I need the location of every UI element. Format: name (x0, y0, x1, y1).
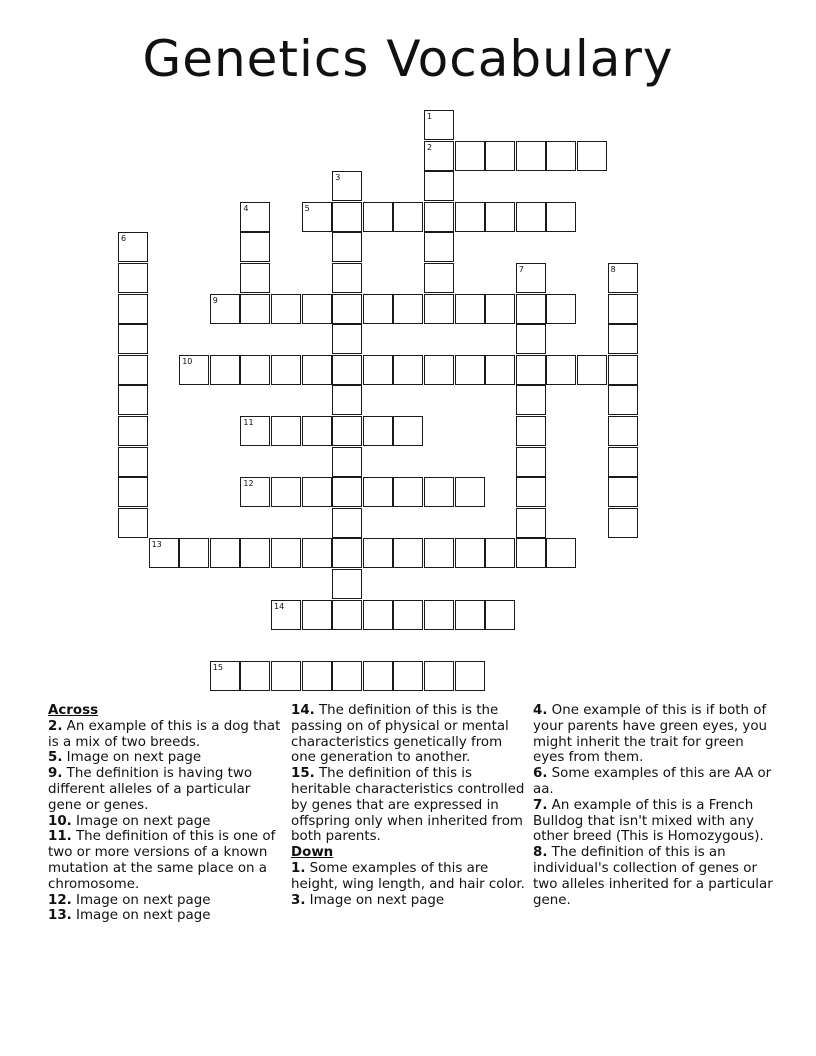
grid-cell[interactable] (608, 416, 638, 446)
grid-cell[interactable] (608, 355, 638, 385)
puzzle-title: Genetics Vocabulary (142, 30, 674, 88)
grid-cell[interactable] (516, 538, 546, 568)
grid-cell[interactable] (455, 600, 485, 630)
clues-column-1 (48, 703, 286, 924)
grid-cell[interactable] (485, 538, 515, 568)
grid-cell[interactable] (271, 538, 301, 568)
clue-text: The definition of this is one of two or more versions of a known mutation at the same place on a chromosome. (48, 829, 276, 892)
clue-text: The definition of this is the passing on of physical or mental characteristics genetically from one generation to another. (291, 703, 509, 766)
clue-number-label: 10 (182, 356, 193, 366)
grid-cell[interactable] (332, 416, 362, 446)
clue-text: Image on next page (76, 813, 211, 829)
grid-cell[interactable] (332, 508, 362, 538)
grid-cell[interactable] (271, 661, 301, 691)
grid-cell[interactable] (393, 416, 423, 446)
clue-section-heading: Down (291, 845, 334, 861)
clue-number-label: 15 (212, 662, 223, 672)
grid-cell[interactable] (485, 355, 515, 385)
grid-cell[interactable] (332, 294, 362, 324)
grid-cell[interactable] (424, 477, 454, 507)
grid-cell[interactable] (363, 661, 393, 691)
clue-number: 13. (48, 908, 72, 924)
clue-section-heading: Across (48, 703, 99, 718)
grid-cell[interactable] (240, 263, 270, 293)
grid-cell[interactable] (455, 355, 485, 385)
grid-cell[interactable] (516, 141, 546, 171)
grid-cell[interactable] (118, 294, 148, 324)
clue-text: One example of this is if both of your parents have green eyes, you might inherit the trait for green eyes from them. (533, 703, 768, 766)
grid-cell[interactable] (393, 202, 423, 232)
grid-cell[interactable] (455, 477, 485, 507)
clue-text: The definition is having two different alleles of a particular gene or genes. (48, 766, 253, 813)
grid-cell[interactable] (516, 416, 546, 446)
grid-cell[interactable] (393, 538, 423, 568)
grid-cell[interactable] (424, 600, 454, 630)
clue-item (533, 703, 773, 766)
grid-cell[interactable] (240, 538, 270, 568)
clue-item (48, 893, 286, 909)
grid-cell[interactable] (332, 447, 362, 477)
clue-text: The definition of this is an individual's collection of genes or two alleles inherited for a particular gene. (533, 845, 773, 908)
clue-item (291, 703, 531, 766)
clue-item (533, 798, 773, 845)
clue-number: 9. (48, 766, 63, 782)
clue-number-label: 3 (335, 173, 341, 183)
grid-cell[interactable] (302, 294, 332, 324)
grid-cell[interactable] (332, 600, 362, 630)
grid-cell[interactable] (516, 508, 546, 538)
grid-cell[interactable] (118, 416, 148, 446)
clue-item (48, 829, 286, 892)
clue-number: 6. (533, 766, 548, 782)
grid-cell[interactable] (363, 416, 393, 446)
clue-number: 5. (48, 750, 63, 766)
grid-cell[interactable] (393, 600, 423, 630)
grid-cell[interactable] (455, 141, 485, 171)
grid-cell[interactable] (363, 202, 393, 232)
grid-cell[interactable] (363, 600, 393, 630)
grid-cell[interactable] (608, 294, 638, 324)
grid-cell[interactable] (516, 447, 546, 477)
grid-cell[interactable] (455, 661, 485, 691)
grid-cell[interactable] (363, 294, 393, 324)
grid-cell[interactable] (210, 355, 240, 385)
clue-item (533, 766, 773, 798)
grid-cell[interactable] (271, 416, 301, 446)
clue-text: Image on next page (309, 892, 445, 908)
clue-number: 4. (533, 703, 548, 718)
grid-cell[interactable] (424, 263, 454, 293)
grid-cell[interactable] (332, 385, 362, 415)
clue-item (48, 719, 286, 751)
grid-cell[interactable] (424, 661, 454, 691)
grid-cell[interactable] (302, 416, 332, 446)
grid-cell[interactable] (210, 538, 240, 568)
grid-cell[interactable] (118, 385, 148, 415)
clue-item (291, 893, 531, 909)
grid-cell[interactable] (393, 661, 423, 691)
grid-cell[interactable] (332, 202, 362, 232)
clue-number-label: 9 (212, 295, 218, 305)
grid-cell[interactable] (118, 355, 148, 385)
grid-cell[interactable] (608, 477, 638, 507)
clue-number-label: 2 (427, 142, 433, 152)
grid-cell[interactable] (302, 355, 332, 385)
clue-number: 11. (48, 829, 72, 845)
clue-number: 10. (48, 813, 72, 829)
grid-cell[interactable] (332, 263, 362, 293)
grid-cell[interactable] (516, 385, 546, 415)
grid-cell[interactable] (393, 294, 423, 324)
grid-cell[interactable] (332, 661, 362, 691)
grid-cell[interactable] (302, 538, 332, 568)
grid-cell[interactable] (546, 294, 576, 324)
grid-cell[interactable] (363, 355, 393, 385)
clue-number-label: 4 (243, 203, 249, 213)
clues-column-2 (291, 703, 531, 908)
grid-cell[interactable] (455, 538, 485, 568)
grid-cell[interactable] (424, 538, 454, 568)
grid-cell[interactable] (516, 355, 546, 385)
grid-cell[interactable] (608, 508, 638, 538)
grid-cell[interactable] (455, 294, 485, 324)
grid-cell[interactable] (516, 324, 546, 354)
clue-number: 14. (291, 703, 315, 718)
clue-item (48, 766, 286, 813)
clue-number-label: 1 (427, 112, 433, 121)
grid-cell[interactable] (332, 538, 362, 568)
grid-cell[interactable] (608, 385, 638, 415)
grid-cell[interactable] (271, 294, 301, 324)
clue-text: Image on next page (76, 908, 211, 924)
clue-number-label: 6 (121, 234, 127, 244)
clue-text: An example of this is a dog that is a mix of two breeds. (48, 718, 281, 750)
grid-cell[interactable] (546, 141, 576, 171)
clue-number-label: 5 (304, 203, 310, 213)
clue-item (48, 814, 286, 830)
grid-cell[interactable] (546, 202, 576, 232)
clues-column-3 (533, 703, 773, 908)
grid-cell[interactable] (608, 447, 638, 477)
grid-cell[interactable] (240, 355, 270, 385)
grid-cell[interactable] (608, 324, 638, 354)
clue-text: An example of this is a French Bulldog that isn't mixed with any other breed (This is Homozygous). (533, 797, 764, 845)
clue-number: 7. (533, 797, 548, 813)
clue-number-label: 13 (151, 540, 162, 550)
clue-text: Some examples of this are AA or aa. (533, 766, 772, 797)
grid-cell[interactable] (332, 569, 362, 599)
grid-cell[interactable] (118, 508, 148, 538)
grid-cell[interactable] (118, 324, 148, 354)
grid-cell[interactable] (424, 171, 454, 201)
grid-cell[interactable] (393, 355, 423, 385)
grid-cell[interactable] (332, 232, 362, 262)
clue-number: 8. (533, 845, 548, 861)
clue-text: Some examples of this are height, wing length, and hair color. (291, 860, 525, 892)
grid-cell[interactable] (118, 263, 148, 293)
grid-cell[interactable] (516, 294, 546, 324)
clue-number-label: 8 (610, 265, 616, 274)
grid-cell[interactable] (546, 538, 576, 568)
clue-number: 2. (48, 718, 63, 734)
grid-cell[interactable] (179, 538, 209, 568)
clue-item (48, 750, 286, 766)
grid-cell[interactable] (363, 477, 393, 507)
grid-cell[interactable] (363, 538, 393, 568)
grid-cell[interactable] (302, 600, 332, 630)
grid-cell[interactable] (240, 661, 270, 691)
grid-cell[interactable] (118, 447, 148, 477)
clue-number-label: 12 (243, 479, 254, 489)
grid-cell[interactable] (546, 355, 576, 385)
grid-cell[interactable] (271, 355, 301, 385)
clue-number: 3. (291, 892, 306, 908)
grid-cell[interactable] (240, 294, 270, 324)
grid-cell[interactable] (455, 202, 485, 232)
grid-cell[interactable] (424, 355, 454, 385)
clue-item (291, 766, 531, 845)
grid-cell[interactable] (332, 355, 362, 385)
grid-cell[interactable] (485, 294, 515, 324)
grid-cell[interactable] (271, 477, 301, 507)
grid-cell[interactable] (302, 477, 332, 507)
grid-cell[interactable] (516, 202, 546, 232)
grid-cell[interactable] (332, 324, 362, 354)
grid-cell[interactable] (577, 141, 607, 171)
grid-cell[interactable] (516, 477, 546, 507)
clue-number: 15. (291, 766, 315, 782)
grid-cell[interactable] (485, 202, 515, 232)
grid-cell[interactable] (302, 661, 332, 691)
clue-number: 1. (291, 860, 306, 876)
grid-cell[interactable] (485, 600, 515, 630)
clue-item (291, 861, 531, 893)
clue-text: The definition of this is heritable characteristics controlled by genes that are expressed in offspring only when inherited from both parents. (291, 766, 525, 845)
clue-number: 12. (48, 892, 72, 908)
grid-cell[interactable] (240, 232, 270, 262)
grid-cell[interactable] (393, 477, 423, 507)
clue-number-label: 7 (518, 265, 524, 274)
grid-cell[interactable] (424, 294, 454, 324)
clue-item (533, 845, 773, 908)
clue-text: Image on next page (76, 892, 211, 908)
grid-cell[interactable] (424, 232, 454, 262)
clue-number-label: 14 (274, 601, 285, 611)
clue-text: Image on next page (66, 750, 202, 766)
grid-cell[interactable] (118, 477, 148, 507)
grid-cell[interactable] (332, 477, 362, 507)
grid-cell[interactable] (577, 355, 607, 385)
grid-cell[interactable] (424, 202, 454, 232)
clue-item (48, 908, 286, 924)
clue-number-label: 11 (243, 418, 254, 427)
grid-cell[interactable] (485, 141, 515, 171)
